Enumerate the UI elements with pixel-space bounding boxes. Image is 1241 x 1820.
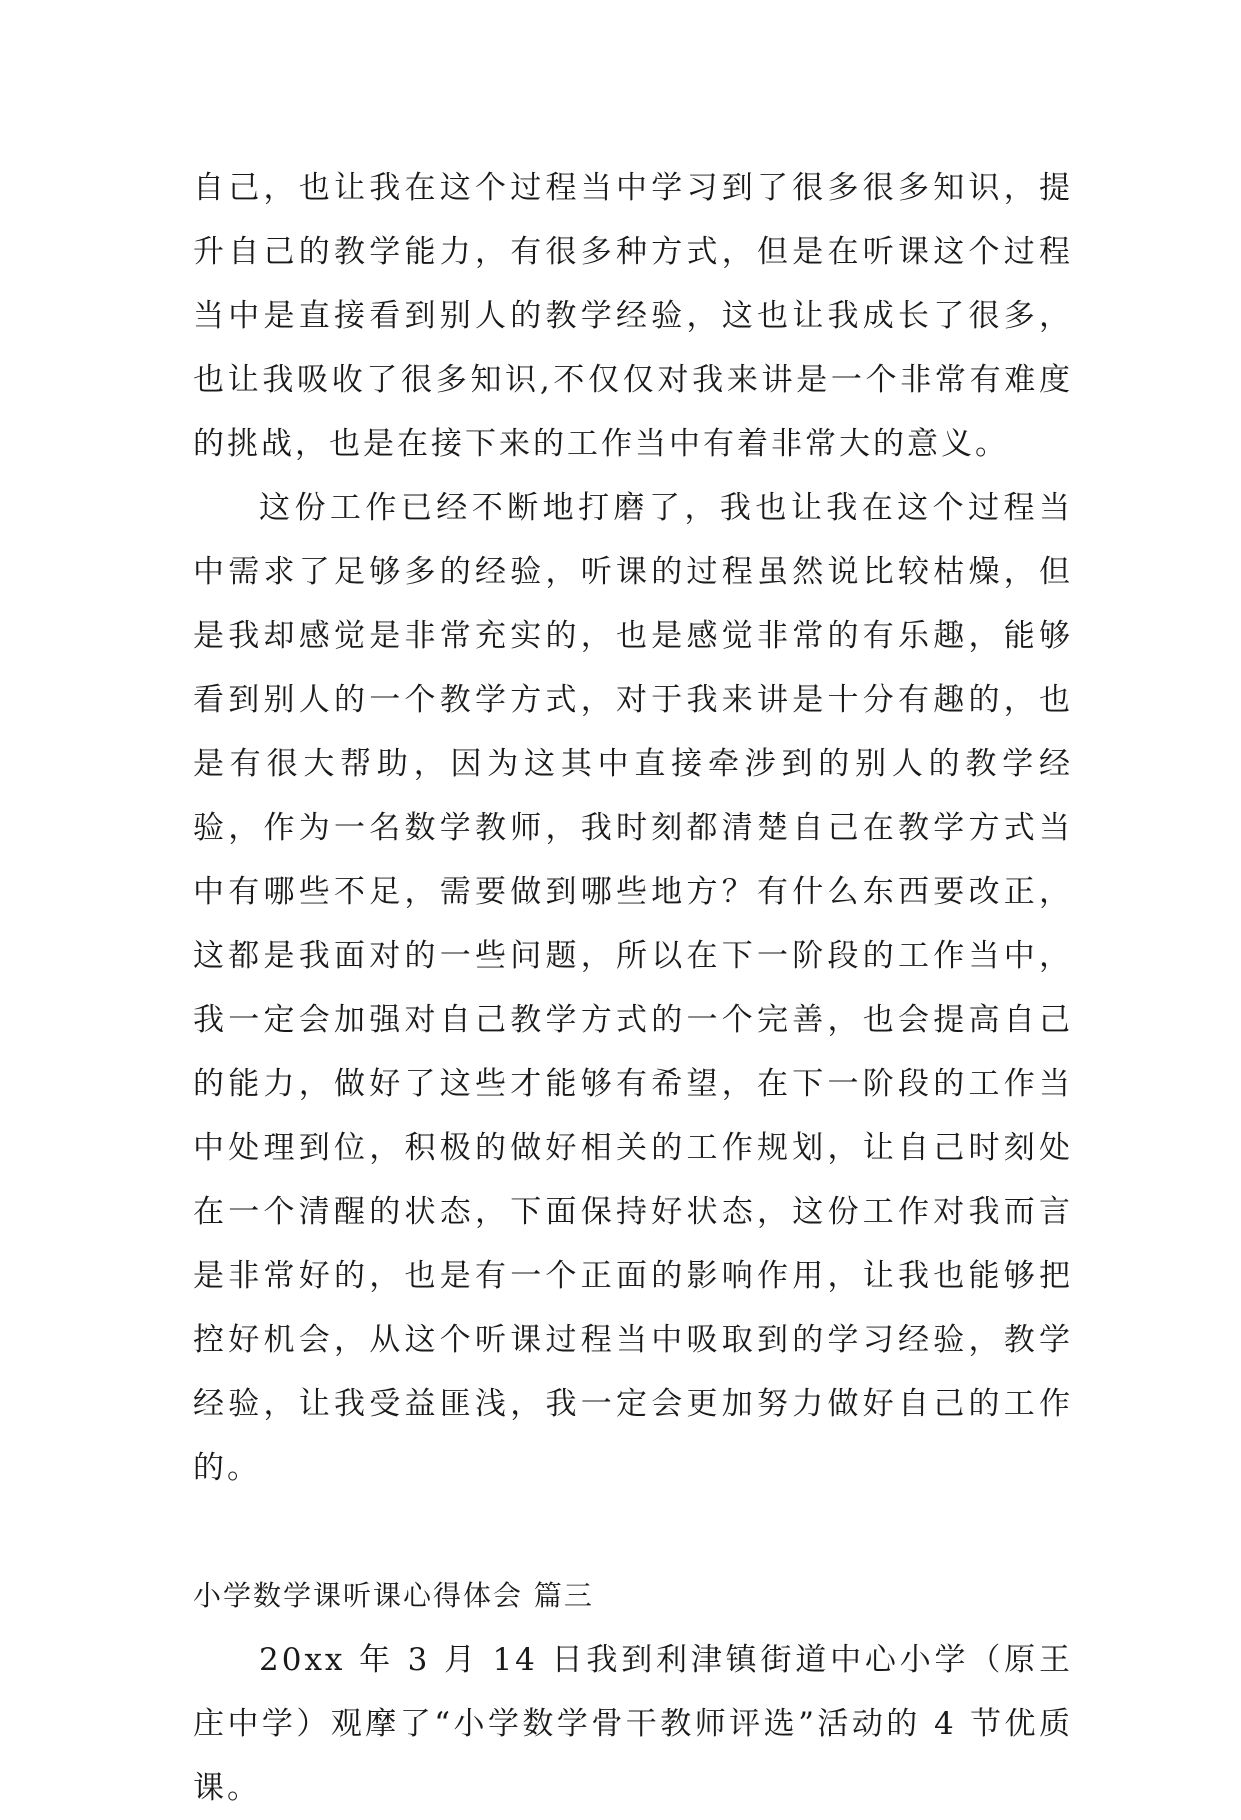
- section-title: 小学数学课听课心得体会 篇三: [193, 1579, 594, 1612]
- document-body: [193, 156, 1073, 1820]
- paragraph-3: 20xx 年 3 月 14 日我到利津镇街道中心小学（原王庄中学）观摩了“小学数学骨干教师评选”活动的 4 节优质课。: [193, 1642, 1073, 1806]
- paragraph-2: 这份工作已经不断地打磨了，我也让我在这个过程当中需求了足够多的经验，听课的过程虽然说比较枯燥，但是我却感觉是非常充实的，也是感觉非常的有乐趣，能够看到别人的一个教学方式，对于我来讲是十分有趣的，也是有很大帮助，因为这其中直接牵涉到的别人的教学经验，作为一名数学教师，我时刻都清楚自己在教学方式当中有哪些不足，需要做到哪些地方？有什么东西要改正，这都是我面对的一些问题，所以在下一阶段的工作当中，我一定会加强对自己教学方式的一个完善，也会提高自己的能力，做好了这些才能够有希望，在下一阶段的工作当中处理到位，积极的做好相关的工作规划，让自己时刻处在一个清醒的状态，下面保持好状态，这份工作对我而言是非常好的，也是有一个正面的影响作用，让我也能够把控好机会，从这个听课过程当中吸取到的学习经验，教学经验，让我受益匪浅，我一定会更加努力做好自己的工作的。: [193, 490, 1073, 1486]
- paragraph-1: 自己，也让我在这个过程当中学习到了很多很多知识，提升自己的教学能力，有很多种方式，但是在听课这个过程当中是直接看到别人的教学经验，这也让我成长了很多，也让我吸收了很多知识,不仅仅对我来讲是一个非常有难度的挑战，也是在接下来的工作当中有着非常大的意义。: [193, 170, 1073, 462]
